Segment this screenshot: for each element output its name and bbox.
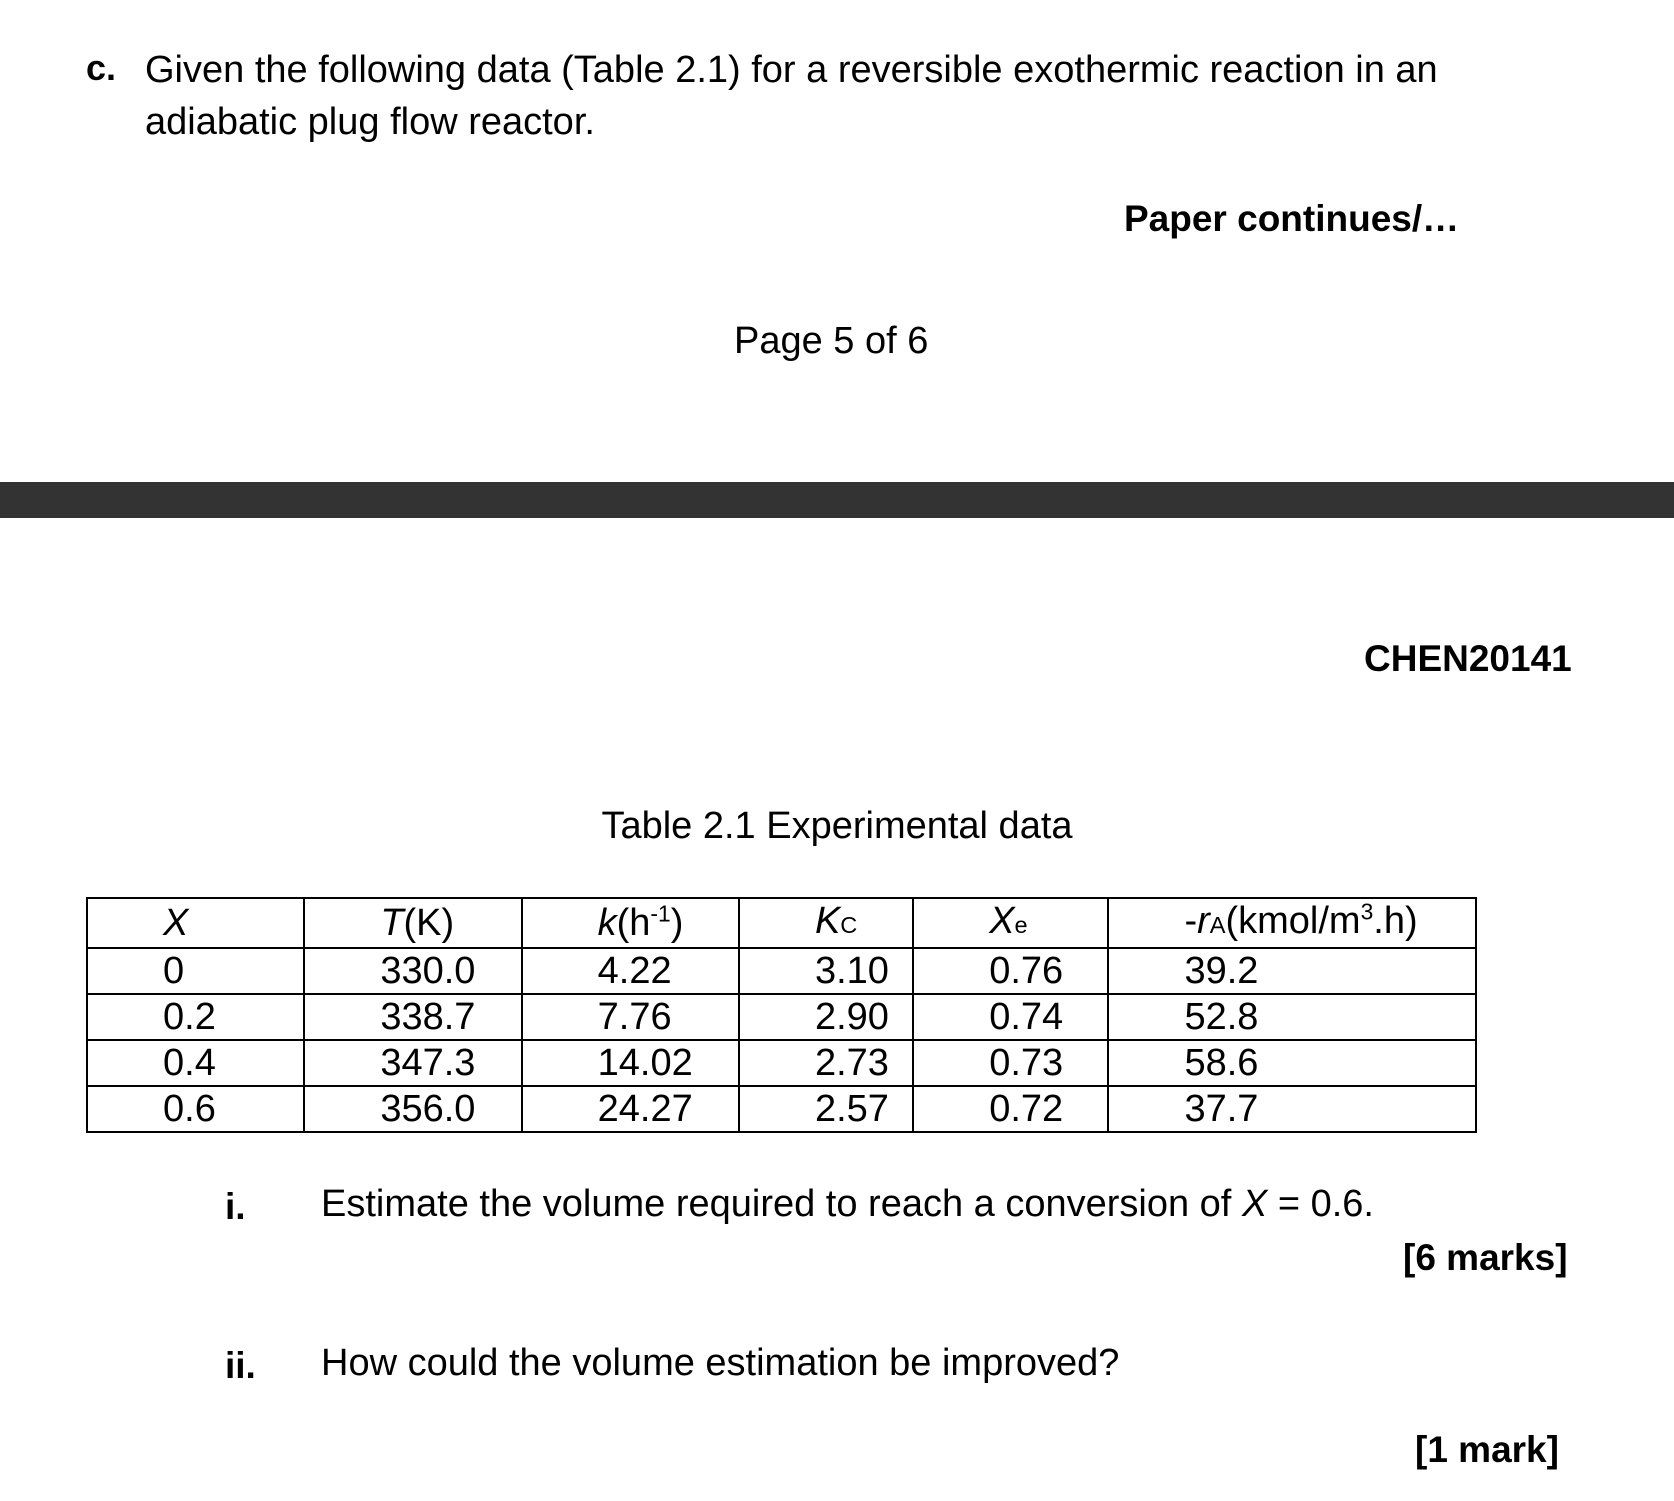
header-x: X <box>87 898 304 948</box>
cell-x: 0.6 <box>87 1086 304 1132</box>
subquestion-i-label: i. <box>225 1186 246 1227</box>
table-row <box>87 1086 1476 1132</box>
header-kc: KC <box>739 898 913 948</box>
cell-x: 0.4 <box>87 1040 304 1086</box>
header-rate-constant: $k(h^{-1})$ <box>522 898 739 948</box>
cell-temperature: 330.0 <box>304 948 521 994</box>
cell-rate: 39.2 <box>1108 948 1476 994</box>
cell-k: 14.02 <box>522 1040 739 1086</box>
table-row <box>87 994 1476 1040</box>
cell-temperature: 338.7 <box>304 994 521 1040</box>
cell-kc: 3.10 <box>739 948 913 994</box>
table-header-row <box>87 898 1476 948</box>
cell-xe: 0.76 <box>913 948 1108 994</box>
paper-continues-note: Paper continues/… <box>1124 198 1460 239</box>
cell-xe: 0.74 <box>913 994 1108 1040</box>
header-temperature: T(K) <box>304 898 521 948</box>
header-xe: Xe <box>913 898 1108 948</box>
cell-xe: 0.72 <box>913 1086 1108 1132</box>
cell-kc: 2.73 <box>739 1040 913 1086</box>
table-row <box>87 948 1476 994</box>
cell-k: 7.76 <box>522 994 739 1040</box>
cell-temperature: 356.0 <box>304 1086 521 1132</box>
cell-x: 0 <box>87 948 304 994</box>
page-number: Page 5 of 6 <box>734 320 929 362</box>
cell-rate: 37.7 <box>1108 1086 1476 1132</box>
cell-temperature: 347.3 <box>304 1040 521 1086</box>
question-text: Given the following data (Table 2.1) for a reversible exothermic reaction in an adiabatic plug flow reactor. <box>145 49 1438 143</box>
header-reaction-rate: $-rA(kmol/m^3.h)$ <box>1108 898 1476 948</box>
cell-k: 24.27 <box>522 1086 739 1132</box>
cell-k: 4.22 <box>522 948 739 994</box>
question-label: c. <box>86 47 117 88</box>
cell-x: 0.2 <box>87 994 304 1040</box>
subquestion-i-marks: [6 marks] <box>1403 1237 1568 1278</box>
subquestion-ii-label: ii. <box>225 1345 256 1386</box>
subquestion-i-text: Estimate the volume required to reach a conversion of X = 0.6. <box>321 1183 1374 1225</box>
cell-rate: 58.6 <box>1108 1040 1476 1086</box>
cell-xe: 0.73 <box>913 1040 1108 1086</box>
cell-kc: 2.90 <box>739 994 913 1040</box>
table-title: Table 2.1 Experimental data <box>601 805 1073 847</box>
cell-kc: 2.57 <box>739 1086 913 1132</box>
subquestion-ii-marks: [1 mark] <box>1415 1429 1559 1470</box>
cell-rate: 52.8 <box>1108 994 1476 1040</box>
subquestion-ii-text: How could the volume estimation be improved? <box>321 1342 1120 1384</box>
table-row <box>87 1040 1476 1086</box>
course-code: CHEN20141 <box>1364 638 1572 679</box>
experimental-data-table <box>86 897 1477 1133</box>
page-separator <box>0 482 1674 518</box>
